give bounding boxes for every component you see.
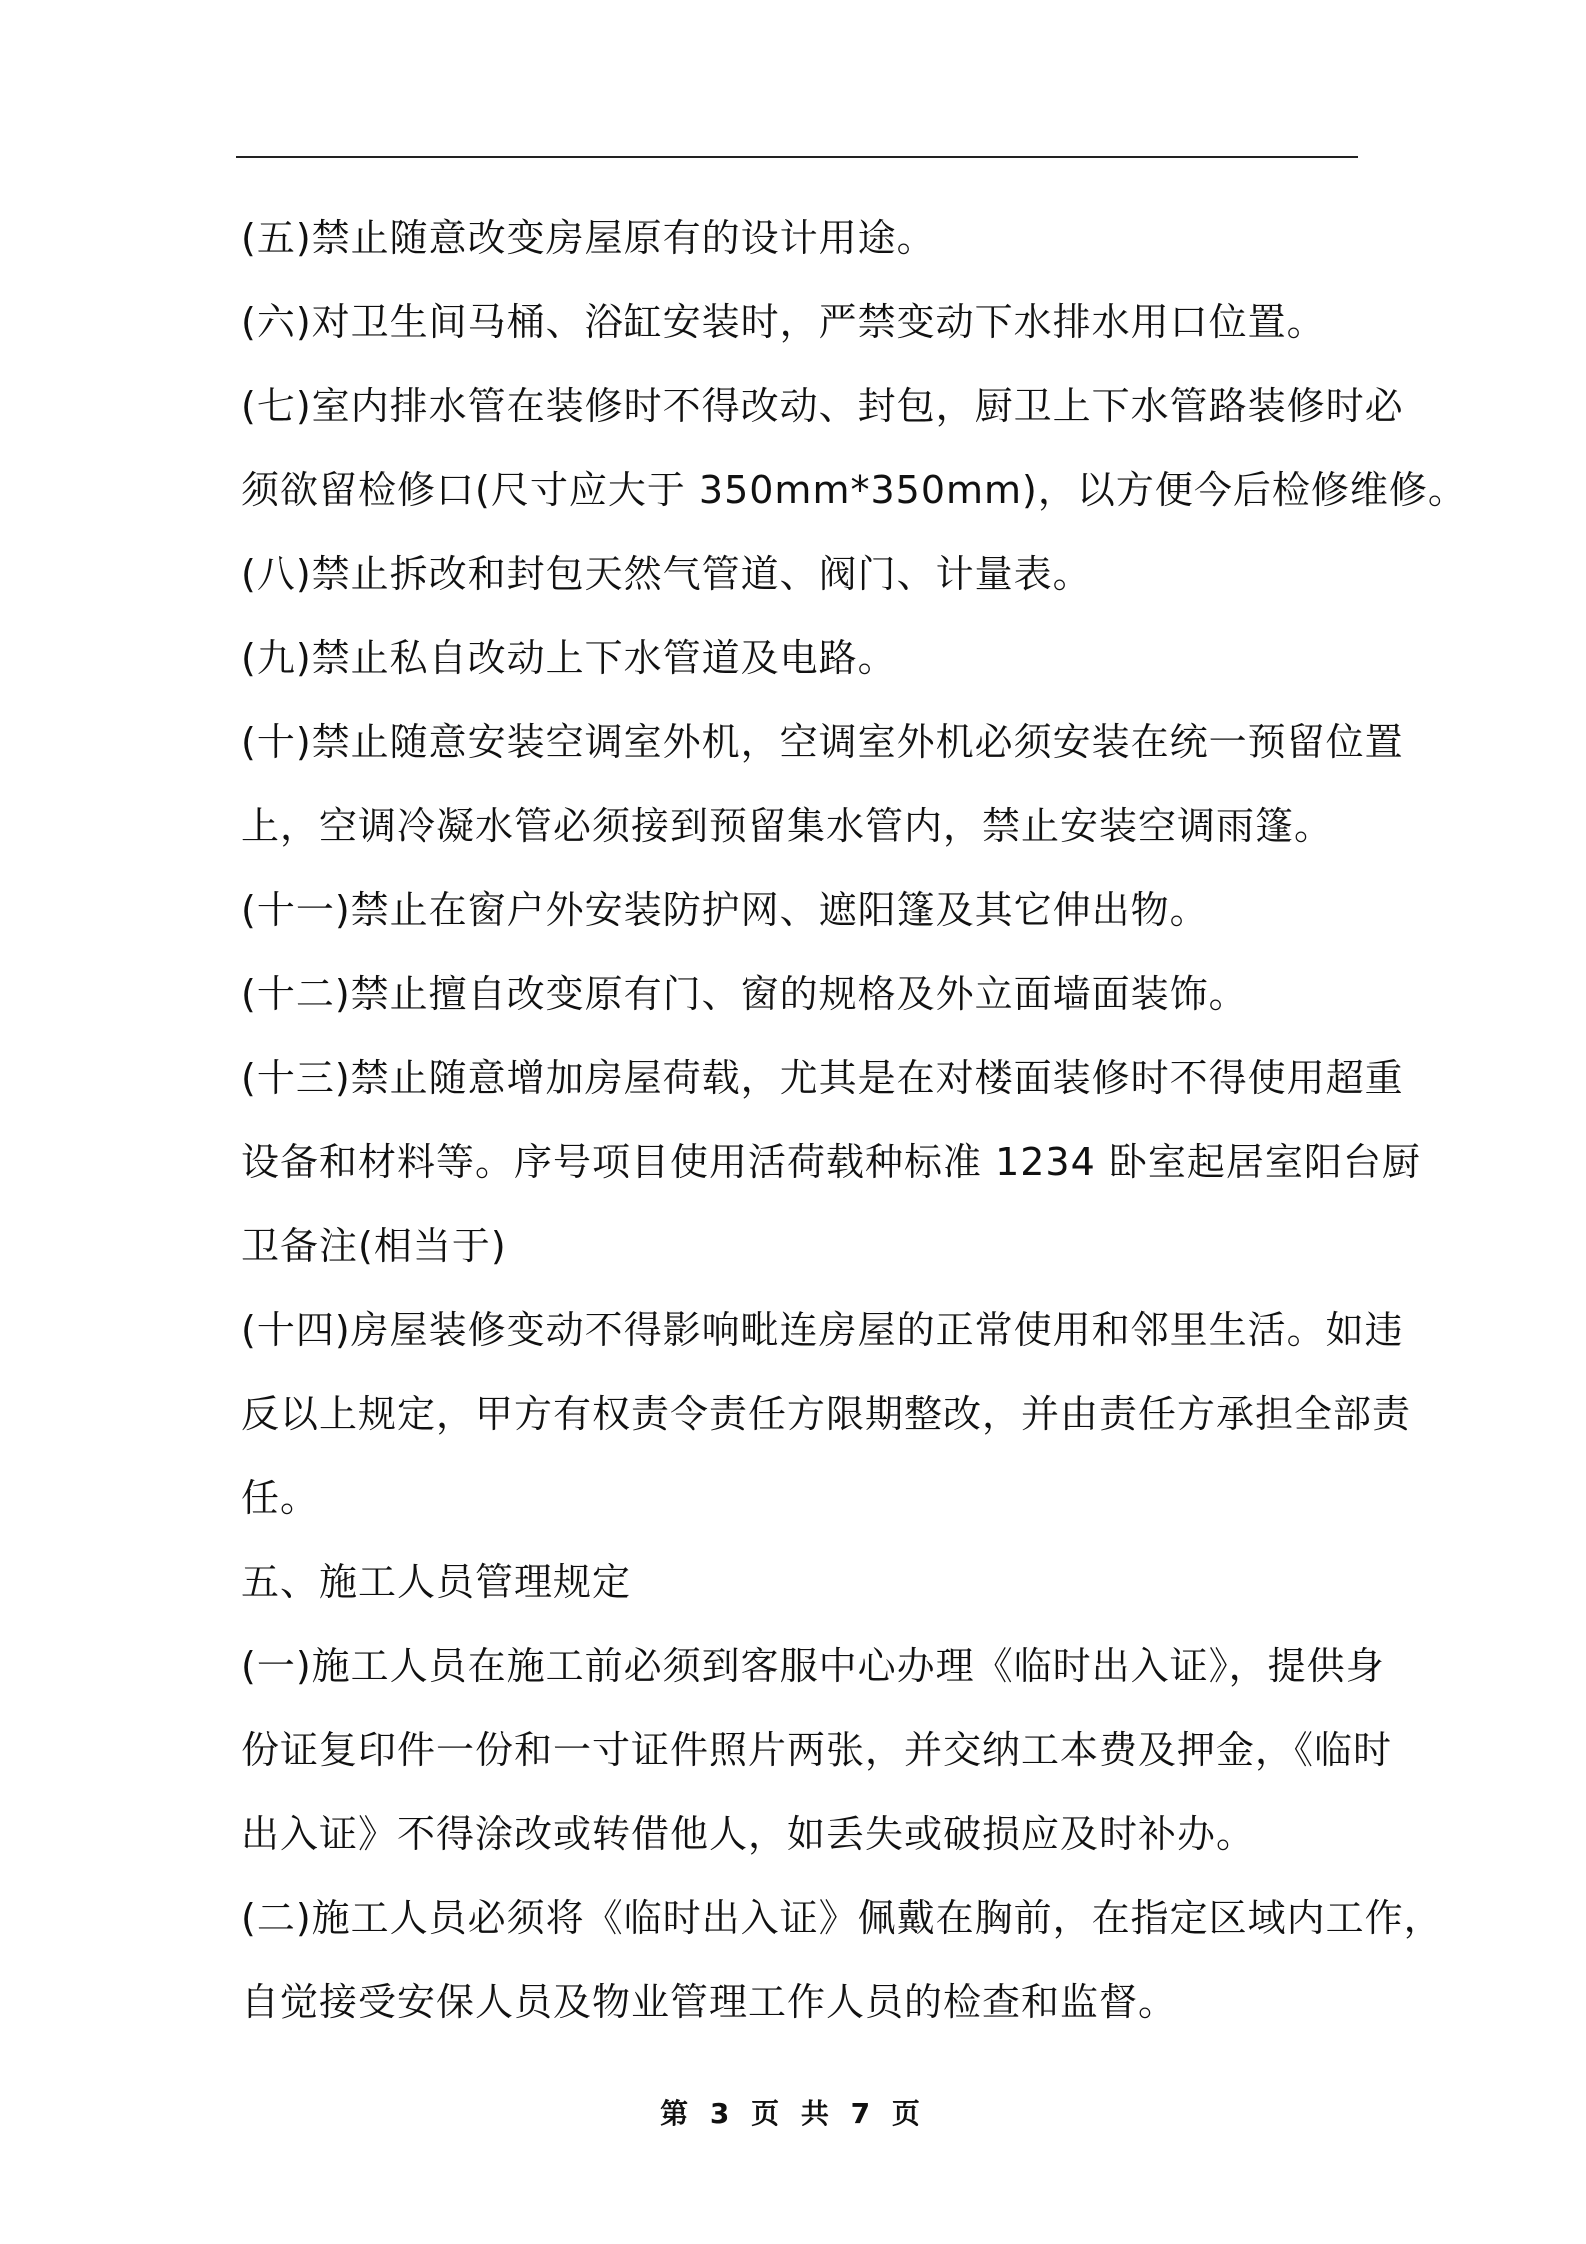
text-line: (八)禁止拆改和封包天然气管道、阀门、计量表。 <box>241 552 1092 596</box>
text-line: 须欲留检修口(尺寸应大于 350mm*350mm)，以方便今后检修维修。 <box>241 468 1467 512</box>
text-line: (九)禁止私自改动上下水管道及电路。 <box>241 636 897 680</box>
text-line: (五)禁止随意改变房屋原有的设计用途。 <box>241 216 936 260</box>
section-heading: 五、施工人员管理规定 <box>241 1560 632 1604</box>
text-line: (六)对卫生间马桶、浴缸安装时，严禁变动下水排水用口位置。 <box>241 300 1326 344</box>
text-line: 份证复印件一份和一寸证件照片两张，并交纳工本费及押金，《临时 <box>241 1728 1393 1772</box>
text-line: 反以上规定，甲方有权责令责任方限期整改，并由责任方承担全部责 <box>241 1392 1412 1436</box>
text-line: 任。 <box>241 1476 320 1520</box>
header-divider <box>236 156 1358 158</box>
text-line: 出入证》不得涂改或转借他人，如丢失或破损应及时补办。 <box>241 1812 1256 1856</box>
text-line: (十三)禁止随意增加房屋荷载，尤其是在对楼面装修时不得使用超重 <box>241 1056 1404 1100</box>
text-line: (十一)禁止在窗户外安装防护网、遮阳篷及其它伸出物。 <box>241 888 1209 932</box>
page-number-footer: 第 3 页 共 7 页 <box>660 2097 926 2130</box>
text-line: 自觉接受安保人员及物业管理工作人员的检查和监督。 <box>241 1980 1178 2024</box>
text-line: (二)施工人员必须将《临时出入证》佩戴在胸前，在指定区域内工作， <box>241 1896 1443 1940</box>
text-line: (一)施工人员在施工前必须到客服中心办理《临时出入证》，提供身 <box>241 1644 1385 1688</box>
text-line: (十)禁止随意安装空调室外机，空调室外机必须安装在统一预留位置 <box>241 720 1404 764</box>
text-line: 卫备注(相当于) <box>241 1224 507 1268</box>
text-line: (十四)房屋装修变动不得影响毗连房屋的正常使用和邻里生活。如违 <box>241 1308 1404 1352</box>
text-line: 设备和材料等。序号项目使用活荷载种标准 1234 卧室起居室阳台厨 <box>241 1140 1421 1184</box>
document-body <box>241 196 1467 2044</box>
text-line: 上，空调冷凝水管必须接到预留集水管内，禁止安装空调雨篷。 <box>241 804 1334 848</box>
text-line: (七)室内排水管在装修时不得改动、封包，厨卫上下水管路装修时必 <box>241 384 1404 428</box>
text-line: (十二)禁止擅自改变原有门、窗的规格及外立面墙面装饰。 <box>241 972 1248 1016</box>
